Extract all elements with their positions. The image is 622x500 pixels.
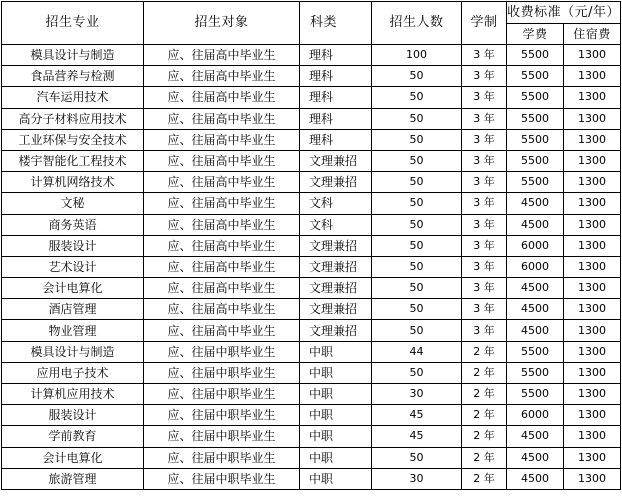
cell-category: 文科	[300, 214, 372, 235]
cell-major: 会计电算化	[2, 447, 144, 468]
table-row	[2, 426, 621, 447]
cell-duration: 2 年	[462, 447, 507, 468]
cell-tuition: 4500	[507, 468, 564, 489]
cell-duration: 3 年	[462, 214, 507, 235]
cell-category: 理科	[300, 45, 372, 66]
cell-major: 物业管理	[2, 320, 144, 341]
cell-enrollment: 50	[372, 172, 462, 193]
cell-accommodation: 1300	[564, 468, 621, 489]
cell-enrollment: 100	[372, 45, 462, 66]
table-row	[2, 45, 621, 66]
cell-target: 应、往届中职毕业生	[144, 362, 300, 383]
cell-target: 应、往届高中毕业生	[144, 129, 300, 150]
cell-category: 理科	[300, 129, 372, 150]
cell-major: 工业环保与安全技术	[2, 129, 144, 150]
cell-target: 应、往届高中毕业生	[144, 299, 300, 320]
cell-tuition: 5500	[507, 45, 564, 66]
cell-major: 高分子材料应用技术	[2, 108, 144, 129]
cell-duration: 3 年	[462, 256, 507, 277]
cell-accommodation: 1300	[564, 66, 621, 87]
cell-tuition: 4500	[507, 320, 564, 341]
header-accommodation: 住宿费	[564, 24, 621, 45]
cell-enrollment: 30	[372, 384, 462, 405]
cell-duration: 3 年	[462, 150, 507, 171]
cell-major: 酒店管理	[2, 299, 144, 320]
cell-enrollment: 50	[372, 108, 462, 129]
cell-accommodation: 1300	[564, 320, 621, 341]
cell-target: 应、往届高中毕业生	[144, 172, 300, 193]
cell-target: 应、往届高中毕业生	[144, 278, 300, 299]
cell-major: 学前教育	[2, 426, 144, 447]
table-row	[2, 299, 621, 320]
header-category: 科类	[300, 2, 372, 45]
cell-accommodation: 1300	[564, 341, 621, 362]
table-row	[2, 341, 621, 362]
cell-duration: 3 年	[462, 45, 507, 66]
header-row	[2, 2, 621, 24]
cell-tuition: 4500	[507, 278, 564, 299]
cell-tuition: 4500	[507, 426, 564, 447]
cell-accommodation: 1300	[564, 426, 621, 447]
cell-accommodation: 1300	[564, 447, 621, 468]
table-row	[2, 66, 621, 87]
table-row	[2, 256, 621, 277]
cell-accommodation: 1300	[564, 108, 621, 129]
cell-category: 文理兼招	[300, 320, 372, 341]
cell-tuition: 5500	[507, 66, 564, 87]
cell-accommodation: 1300	[564, 214, 621, 235]
cell-enrollment: 50	[372, 87, 462, 108]
cell-category: 中职	[300, 362, 372, 383]
header-major: 招生专业	[2, 2, 144, 45]
cell-accommodation: 1300	[564, 150, 621, 171]
cell-target: 应、往届中职毕业生	[144, 341, 300, 362]
cell-category: 理科	[300, 87, 372, 108]
cell-tuition: 5500	[507, 172, 564, 193]
header-duration: 学制	[462, 2, 507, 45]
table-row	[2, 362, 621, 383]
cell-tuition: 5500	[507, 87, 564, 108]
header-enrollment: 招生人数	[372, 2, 462, 45]
cell-tuition: 5500	[507, 341, 564, 362]
cell-major: 旅游管理	[2, 468, 144, 489]
cell-enrollment: 44	[372, 341, 462, 362]
cell-enrollment: 50	[372, 214, 462, 235]
table-row	[2, 172, 621, 193]
cell-target: 应、往届高中毕业生	[144, 235, 300, 256]
cell-enrollment: 50	[372, 320, 462, 341]
cell-enrollment: 50	[372, 256, 462, 277]
cell-tuition: 6000	[507, 256, 564, 277]
cell-enrollment: 50	[372, 362, 462, 383]
cell-category: 文科	[300, 193, 372, 214]
cell-category: 文理兼招	[300, 299, 372, 320]
cell-duration: 2 年	[462, 362, 507, 383]
cell-category: 文理兼招	[300, 256, 372, 277]
cell-tuition: 5500	[507, 362, 564, 383]
cell-enrollment: 30	[372, 468, 462, 489]
cell-tuition: 6000	[507, 405, 564, 426]
cell-enrollment: 45	[372, 405, 462, 426]
cell-target: 应、往届高中毕业生	[144, 193, 300, 214]
cell-major: 服装设计	[2, 405, 144, 426]
cell-target: 应、往届高中毕业生	[144, 87, 300, 108]
cell-enrollment: 45	[372, 426, 462, 447]
table-row	[2, 193, 621, 214]
cell-target: 应、往届高中毕业生	[144, 214, 300, 235]
cell-category: 文理兼招	[300, 172, 372, 193]
cell-accommodation: 1300	[564, 172, 621, 193]
cell-enrollment: 50	[372, 150, 462, 171]
cell-tuition: 4500	[507, 447, 564, 468]
cell-target: 应、往届高中毕业生	[144, 66, 300, 87]
table-row	[2, 235, 621, 256]
cell-major: 服装设计	[2, 235, 144, 256]
cell-major: 应用电子技术	[2, 362, 144, 383]
cell-enrollment: 50	[372, 193, 462, 214]
table-row	[2, 405, 621, 426]
table-row	[2, 150, 621, 171]
cell-major: 计算机网络技术	[2, 172, 144, 193]
cell-duration: 2 年	[462, 384, 507, 405]
cell-enrollment: 50	[372, 299, 462, 320]
cell-tuition: 5500	[507, 150, 564, 171]
enrollment-table	[1, 1, 621, 490]
cell-category: 中职	[300, 426, 372, 447]
cell-major: 楼宇智能化工程技术	[2, 150, 144, 171]
cell-accommodation: 1300	[564, 384, 621, 405]
cell-accommodation: 1300	[564, 87, 621, 108]
cell-category: 中职	[300, 447, 372, 468]
cell-tuition: 5500	[507, 108, 564, 129]
cell-enrollment: 50	[372, 129, 462, 150]
cell-target: 应、往届高中毕业生	[144, 150, 300, 171]
cell-tuition: 4500	[507, 214, 564, 235]
cell-duration: 3 年	[462, 320, 507, 341]
header-tuition: 学费	[507, 24, 564, 45]
cell-major: 文秘	[2, 193, 144, 214]
cell-duration: 3 年	[462, 172, 507, 193]
cell-accommodation: 1300	[564, 129, 621, 150]
cell-tuition: 5500	[507, 384, 564, 405]
cell-tuition: 4500	[507, 299, 564, 320]
cell-duration: 2 年	[462, 405, 507, 426]
cell-category: 理科	[300, 108, 372, 129]
cell-accommodation: 1300	[564, 299, 621, 320]
cell-category: 文理兼招	[300, 150, 372, 171]
table-row	[2, 447, 621, 468]
cell-duration: 3 年	[462, 108, 507, 129]
cell-tuition: 6000	[507, 235, 564, 256]
table-row	[2, 320, 621, 341]
cell-duration: 3 年	[462, 278, 507, 299]
table-row	[2, 278, 621, 299]
table-row	[2, 129, 621, 150]
cell-major: 艺术设计	[2, 256, 144, 277]
cell-duration: 3 年	[462, 129, 507, 150]
cell-enrollment: 50	[372, 235, 462, 256]
table-row	[2, 108, 621, 129]
cell-major: 模具设计与制造	[2, 45, 144, 66]
cell-major: 商务英语	[2, 214, 144, 235]
cell-category: 中职	[300, 341, 372, 362]
table-body	[2, 45, 621, 490]
cell-tuition: 5500	[507, 129, 564, 150]
cell-duration: 2 年	[462, 468, 507, 489]
header-fee-standard: 收费标准（元/年）	[507, 2, 621, 24]
table-row	[2, 214, 621, 235]
cell-category: 文理兼招	[300, 278, 372, 299]
cell-category: 中职	[300, 405, 372, 426]
table-header	[2, 2, 621, 45]
header-target: 招生对象	[144, 2, 300, 45]
cell-duration: 3 年	[462, 299, 507, 320]
cell-duration: 3 年	[462, 66, 507, 87]
cell-target: 应、往届中职毕业生	[144, 405, 300, 426]
cell-target: 应、往届高中毕业生	[144, 108, 300, 129]
cell-major: 汽车运用技术	[2, 87, 144, 108]
cell-major: 食品营养与检测	[2, 66, 144, 87]
table-row	[2, 87, 621, 108]
table-row	[2, 468, 621, 489]
cell-duration: 2 年	[462, 341, 507, 362]
cell-accommodation: 1300	[564, 362, 621, 383]
cell-major: 会计电算化	[2, 278, 144, 299]
cell-target: 应、往届中职毕业生	[144, 468, 300, 489]
cell-target: 应、往届中职毕业生	[144, 384, 300, 405]
cell-major: 计算机应用技术	[2, 384, 144, 405]
cell-accommodation: 1300	[564, 193, 621, 214]
cell-enrollment: 50	[372, 447, 462, 468]
cell-category: 中职	[300, 384, 372, 405]
cell-accommodation: 1300	[564, 256, 621, 277]
cell-target: 应、往届高中毕业生	[144, 320, 300, 341]
cell-target: 应、往届高中毕业生	[144, 45, 300, 66]
cell-major: 模具设计与制造	[2, 341, 144, 362]
cell-target: 应、往届中职毕业生	[144, 447, 300, 468]
cell-duration: 3 年	[462, 193, 507, 214]
cell-duration: 3 年	[462, 235, 507, 256]
cell-accommodation: 1300	[564, 45, 621, 66]
cell-category: 中职	[300, 468, 372, 489]
cell-accommodation: 1300	[564, 235, 621, 256]
cell-duration: 2 年	[462, 426, 507, 447]
cell-enrollment: 50	[372, 278, 462, 299]
cell-enrollment: 50	[372, 66, 462, 87]
cell-target: 应、往届中职毕业生	[144, 426, 300, 447]
cell-tuition: 4500	[507, 193, 564, 214]
table-row	[2, 384, 621, 405]
cell-target: 应、往届高中毕业生	[144, 256, 300, 277]
cell-duration: 3 年	[462, 87, 507, 108]
cell-accommodation: 1300	[564, 278, 621, 299]
cell-category: 文理兼招	[300, 235, 372, 256]
cell-accommodation: 1300	[564, 405, 621, 426]
cell-category: 理科	[300, 66, 372, 87]
